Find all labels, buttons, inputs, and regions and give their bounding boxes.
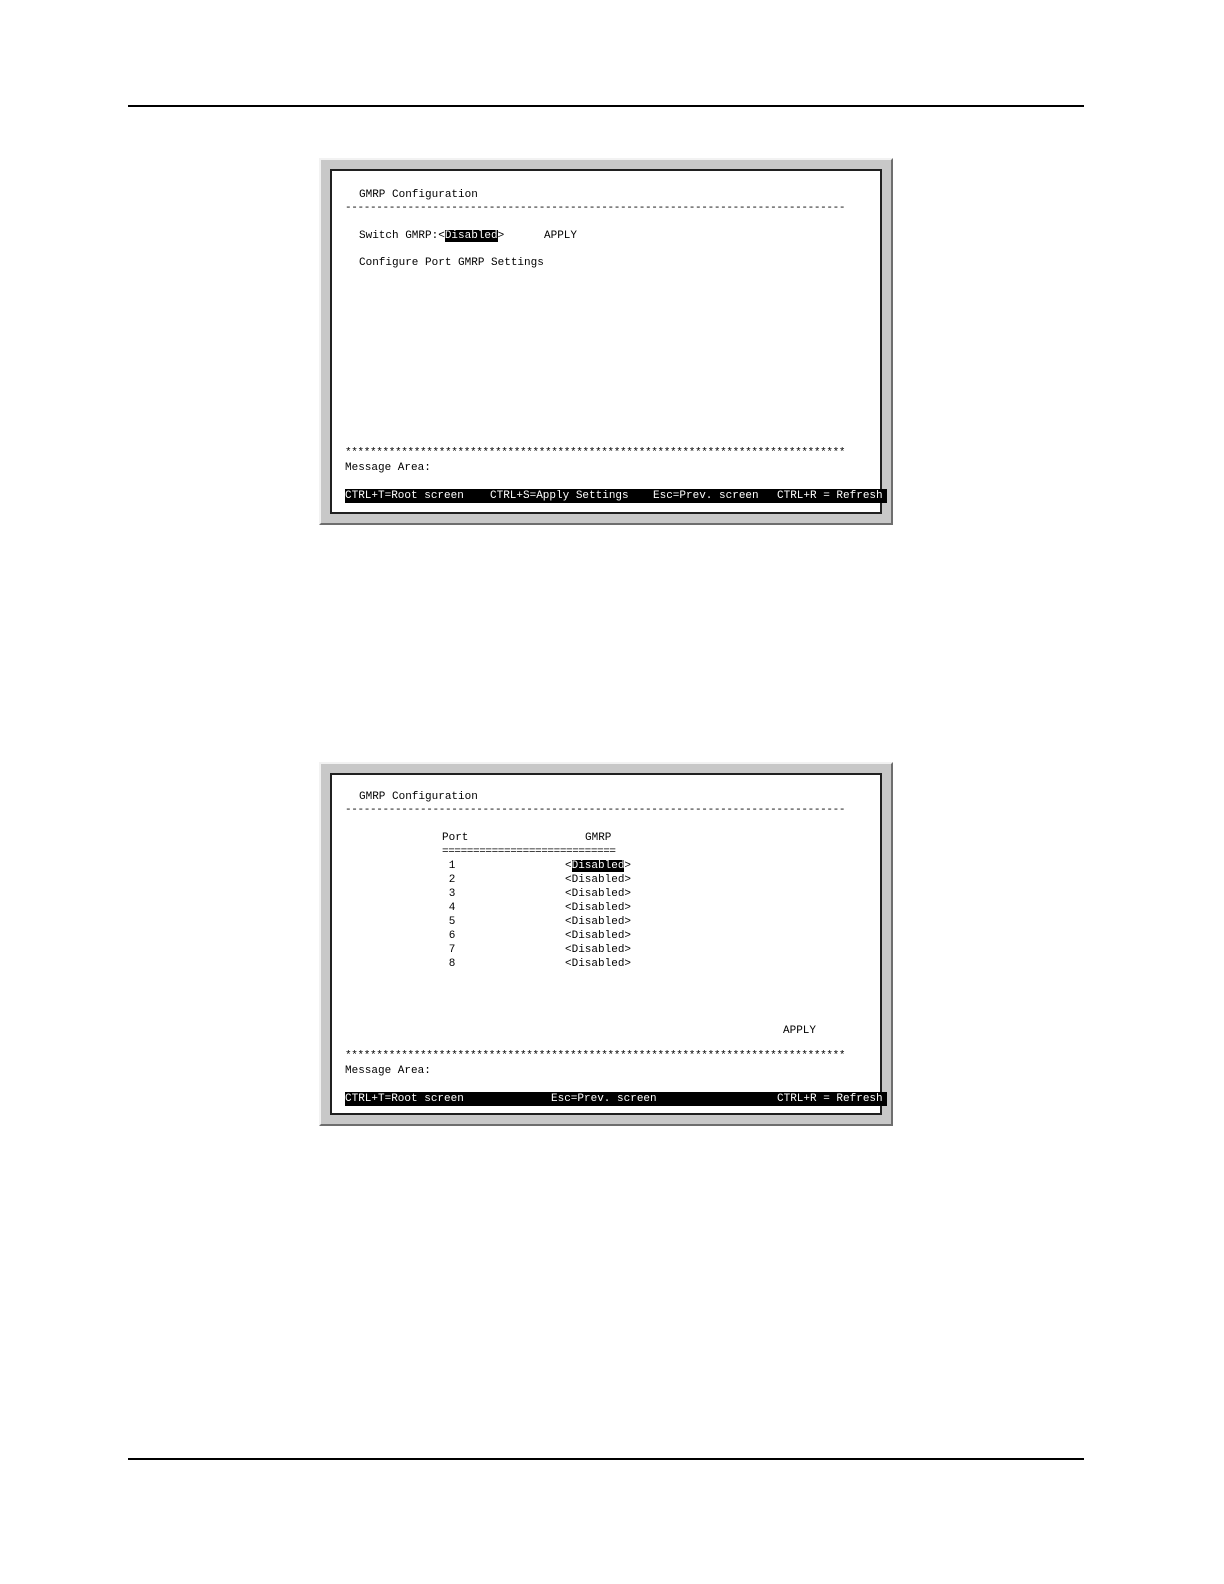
prev-screen-hint: Esc=Prev. screen	[653, 490, 759, 502]
terminal-screen	[330, 169, 882, 514]
configure-port-gmrp-link[interactable]: Configure Port GMRP Settings	[359, 257, 544, 269]
port-gmrp-select[interactable]: <Disabled>	[565, 902, 632, 914]
switch-gmrp-label: Switch GMRP:	[359, 230, 439, 242]
port-gmrp-select[interactable]: <Disabled>	[565, 916, 632, 928]
status-bar	[345, 489, 887, 503]
header-underline: ============================	[442, 846, 616, 858]
gmrp-config-window	[319, 158, 893, 525]
column-header-gmrp: GMRP	[585, 832, 612, 844]
prev-screen-hint: Esc=Prev. screen	[551, 1093, 657, 1105]
port-gmrp-value: Disabled	[571, 888, 625, 900]
root-screen-hint: CTRL+T=Root screen	[345, 490, 464, 502]
page-top-rule	[128, 105, 1084, 107]
column-header-port: Port	[442, 832, 469, 844]
message-area-label: Message Area:	[345, 462, 431, 474]
apply-button[interactable]: APPLY	[544, 230, 578, 242]
title-separator: --------------------------------------------------------------------------------	[345, 202, 846, 214]
port-gmrp-select[interactable]: <Disabled>	[565, 860, 632, 872]
port-number: 2	[448, 874, 456, 886]
refresh-hint: CTRL+R = Refresh	[777, 490, 883, 502]
port-number: 7	[448, 944, 456, 956]
port-number: 8	[448, 958, 456, 970]
port-number: 3	[448, 888, 456, 900]
port-number: 1	[448, 860, 456, 872]
port-gmrp-select[interactable]: <Disabled>	[565, 944, 632, 956]
port-gmrp-value: Disabled	[571, 930, 625, 942]
apply-button[interactable]: APPLY	[783, 1025, 817, 1037]
switch-gmrp-select[interactable]: <Disabled>	[438, 230, 505, 242]
port-gmrp-value: Disabled	[571, 874, 625, 886]
refresh-hint: CTRL+R = Refresh	[777, 1093, 883, 1105]
screen-title: GMRP Configuration	[359, 189, 478, 201]
port-gmrp-value: Disabled	[571, 916, 625, 928]
port-number: 5	[448, 916, 456, 928]
port-gmrp-select[interactable]: <Disabled>	[565, 958, 632, 970]
port-gmrp-select[interactable]: <Disabled>	[565, 888, 632, 900]
port-number: 4	[448, 902, 456, 914]
port-gmrp-value: Disabled	[571, 902, 625, 914]
switch-gmrp-value: Disabled	[444, 230, 498, 242]
port-gmrp-value: Disabled	[571, 958, 625, 970]
message-separator: ********************************************************************************	[345, 447, 846, 459]
root-screen-hint: CTRL+T=Root screen	[345, 1093, 464, 1105]
port-gmrp-select[interactable]: <Disabled>	[565, 874, 632, 886]
status-bar	[345, 1092, 887, 1106]
port-gmrp-select[interactable]: <Disabled>	[565, 930, 632, 942]
screen-title: GMRP Configuration	[359, 791, 478, 803]
terminal-screen	[330, 773, 882, 1115]
message-separator: ********************************************************************************	[345, 1050, 846, 1062]
port-gmrp-config-window	[319, 762, 893, 1126]
port-gmrp-value: Disabled	[571, 860, 625, 872]
page-bottom-rule	[128, 1458, 1084, 1460]
port-gmrp-value: Disabled	[571, 944, 625, 956]
switch-gmrp-row	[359, 230, 504, 243]
apply-settings-hint: CTRL+S=Apply Settings	[490, 490, 629, 502]
title-separator: --------------------------------------------------------------------------------	[345, 804, 846, 816]
message-area-label: Message Area:	[345, 1065, 431, 1077]
port-number: 6	[448, 930, 456, 942]
